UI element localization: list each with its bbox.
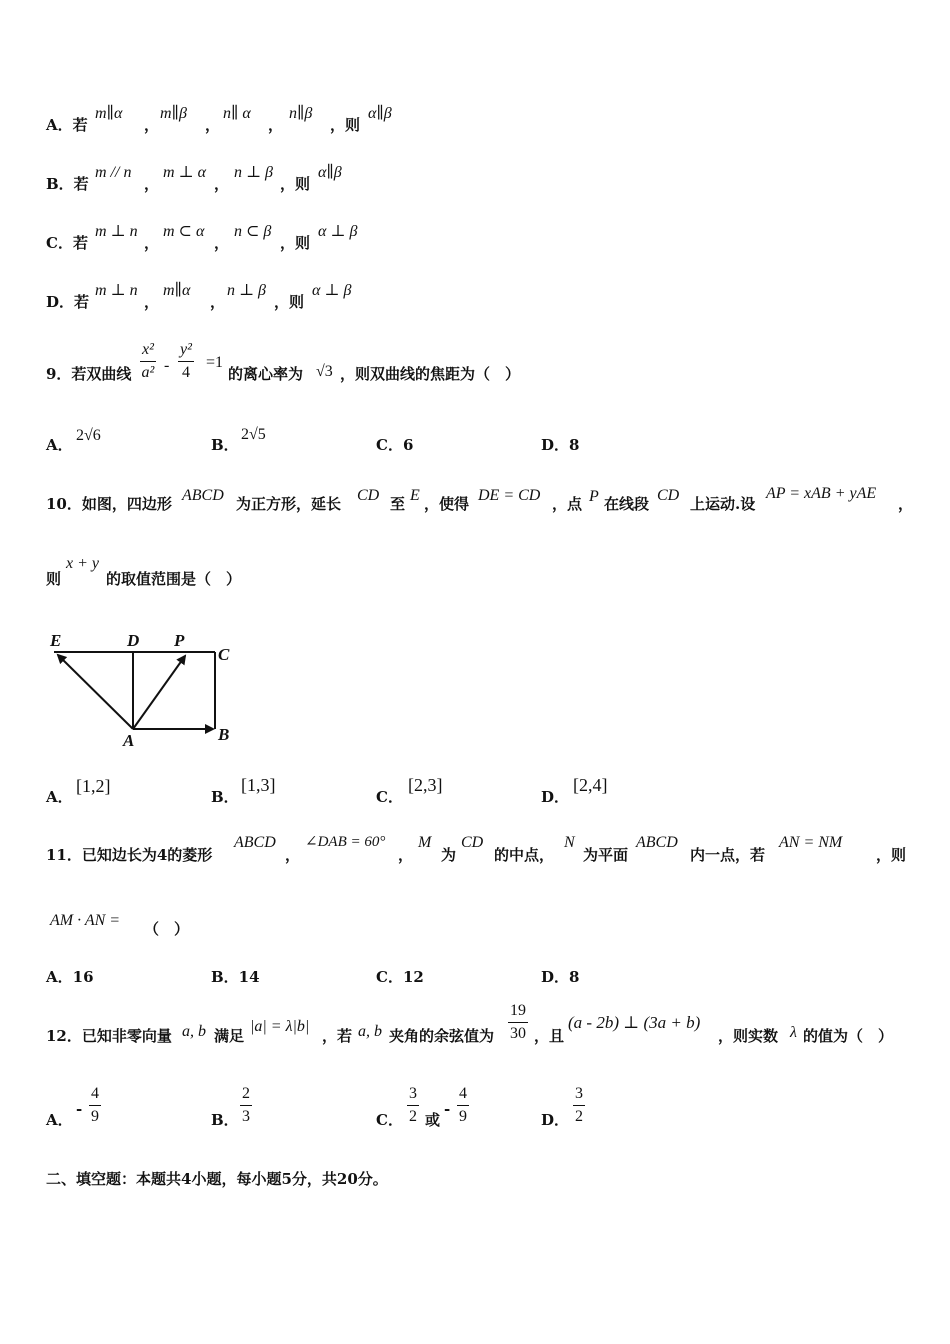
numerator: 4: [459, 1085, 467, 1102]
math: m∥α: [163, 282, 191, 299]
math: DE = CD: [478, 487, 541, 504]
math: E: [410, 487, 420, 504]
text: （ ）: [144, 920, 190, 938]
option-label: C．: [376, 788, 403, 806]
math: α∥β: [318, 164, 342, 181]
text: 为正方形，延长: [236, 495, 342, 513]
denominator: 4: [181, 364, 190, 381]
option-label: A．16: [46, 968, 94, 986]
option-value: 2√5: [241, 426, 266, 443]
square-vector-figure: [40, 625, 240, 750]
math: P: [589, 488, 599, 505]
option-label: A．: [46, 1111, 73, 1129]
option-value: [1,3]: [241, 775, 276, 795]
denominator: 2: [575, 1108, 583, 1125]
math: n∥β: [289, 105, 313, 122]
text: 的值为（ ）: [803, 1027, 894, 1045]
numerator: 3: [409, 1085, 417, 1102]
text: 满足: [214, 1027, 245, 1045]
option-label: C．12: [376, 968, 424, 986]
label-A: A: [123, 731, 135, 750]
text: 的中点，: [494, 846, 555, 864]
then-text: ，则: [330, 116, 361, 134]
text: 至: [390, 495, 406, 513]
comma: ，: [214, 175, 230, 193]
text: 上运动.设: [690, 495, 756, 513]
text: ，则实数: [718, 1027, 779, 1045]
text: 11．已知边长为4的菱形: [46, 846, 213, 864]
q9-prefix: 9．若双曲线: [46, 365, 132, 383]
fraction: [407, 1086, 419, 1125]
option-label: D．8: [541, 968, 580, 986]
denominator: a²: [141, 364, 155, 381]
label-C: C: [218, 645, 230, 664]
math: n∥ α: [223, 105, 251, 122]
numerator: 3: [575, 1085, 583, 1102]
option-label: C．若: [46, 234, 88, 252]
q9-mid: 的离心率为: [228, 365, 304, 383]
option-label: D．: [541, 788, 570, 806]
math: a, b: [182, 1023, 206, 1040]
math: CD: [657, 487, 680, 504]
numerator: x²: [142, 341, 154, 358]
math: m∥β: [160, 105, 187, 122]
fraction-19-30: [508, 1003, 528, 1042]
option-label: B．: [211, 788, 239, 806]
text: 则: [46, 570, 62, 588]
comma: ，: [144, 293, 160, 311]
denominator: 9: [459, 1108, 467, 1125]
text: 为: [441, 846, 457, 864]
math: λ: [790, 1024, 797, 1041]
option-label: B．14: [211, 968, 260, 986]
text: ，且: [534, 1027, 565, 1045]
text: ，点: [552, 495, 583, 513]
math: (a - 2b) ⊥ (3a + b): [568, 1013, 701, 1032]
math: m // n: [95, 164, 132, 181]
option-label: D．: [541, 1111, 570, 1129]
fraction: [89, 1086, 101, 1125]
or-text: 或: [425, 1111, 441, 1129]
then-text: ，则: [280, 234, 311, 252]
label-B: B: [218, 725, 230, 744]
fraction: [573, 1086, 585, 1125]
denominator: 2: [409, 1108, 417, 1125]
math: α ⊥ β: [312, 282, 352, 299]
text: 为平面: [583, 846, 629, 864]
denominator: 30: [510, 1025, 526, 1042]
text: 夹角的余弦值为: [389, 1027, 495, 1045]
option-label: A．: [46, 436, 73, 454]
comma: ，: [144, 175, 160, 193]
numerator: 4: [91, 1085, 99, 1102]
minus-sign: -: [444, 1100, 451, 1118]
math: a, b: [358, 1023, 382, 1040]
math: CD: [357, 487, 380, 504]
option-label: B．: [211, 436, 239, 454]
numerator: 2: [242, 1085, 250, 1102]
math: x + y: [66, 555, 99, 572]
option-label: C．6: [376, 436, 414, 454]
math: ∠DAB = 60°: [305, 834, 386, 850]
math: |a| = λ|b|: [250, 1018, 310, 1035]
comma: ，: [144, 116, 160, 134]
option-label: B．: [211, 1111, 239, 1129]
text: ，使得: [424, 495, 470, 513]
math: m∥α: [95, 105, 123, 122]
label-D: D: [127, 631, 140, 650]
minus-sign: -: [164, 357, 170, 374]
equals-one: =1: [206, 354, 224, 371]
math: AP = xAB + yAE: [766, 485, 877, 502]
math: m ⊥ α: [163, 164, 206, 181]
text: 内一点，若: [690, 846, 766, 864]
text: 12．已知非零向量: [46, 1027, 172, 1045]
option-label: A．: [46, 788, 73, 806]
math: α∥β: [368, 105, 392, 122]
label-E: E: [50, 631, 62, 650]
math: m ⊥ n: [95, 282, 138, 299]
math: AM · AN =: [50, 912, 121, 929]
math: N: [564, 834, 575, 851]
text: 10．如图，四边形: [46, 495, 172, 513]
option-value: [1,2]: [76, 776, 111, 796]
then-text: ，则: [280, 175, 311, 193]
option-value: [2,4]: [573, 775, 608, 795]
math: n ⊂ β: [234, 223, 272, 240]
minus-sign: -: [76, 1100, 83, 1118]
math: n ⊥ β: [227, 282, 267, 299]
text: ，则: [876, 846, 907, 864]
math: ABCD: [182, 487, 224, 504]
math: AN = NM: [779, 834, 843, 851]
math: n ⊥ β: [234, 164, 274, 181]
math: α ⊥ β: [318, 223, 358, 240]
option-label: B．若: [46, 175, 89, 193]
option-label: C．: [376, 1111, 403, 1129]
text: ，: [285, 846, 301, 864]
vector-AP: [133, 656, 185, 729]
option-label: D．8: [541, 436, 580, 454]
text: 的取值范围是（ ）: [106, 570, 242, 588]
comma: ，: [205, 116, 221, 134]
comma: ，: [268, 116, 284, 134]
vector-AE: [58, 655, 133, 729]
comma: ，: [144, 234, 160, 252]
math: m ⊥ n: [95, 223, 138, 240]
fraction-x2-a2: [140, 342, 156, 381]
denominator: 3: [242, 1108, 250, 1125]
numerator: 19: [510, 1002, 526, 1019]
math: ABCD: [234, 834, 276, 851]
section-2-heading: 二、填空题：本题共4小题，每小题5分，共20分。: [46, 1170, 388, 1188]
fraction: [457, 1086, 469, 1125]
comma: ，: [214, 234, 230, 252]
option-value: [2,3]: [408, 775, 443, 795]
option-value: 2√6: [76, 427, 101, 444]
math: CD: [461, 834, 484, 851]
label-P: P: [174, 631, 185, 650]
option-label: D．若: [46, 293, 90, 311]
comma: ，: [210, 293, 226, 311]
text: ，: [898, 495, 914, 513]
denominator: 9: [91, 1108, 99, 1125]
text: ，: [398, 846, 414, 864]
math: m ⊂ α: [163, 223, 205, 240]
text: 在线段: [604, 495, 650, 513]
fraction: [240, 1086, 252, 1125]
text: ，若: [322, 1027, 353, 1045]
math: M: [418, 834, 432, 851]
option-label: A．若: [46, 116, 88, 134]
sqrt-3: √3: [316, 363, 333, 380]
then-text: ，则: [274, 293, 305, 311]
fraction-y2-4: [178, 342, 194, 381]
numerator: y²: [180, 341, 192, 358]
math: ABCD: [636, 834, 678, 851]
q9-suffix: ，则双曲线的焦距为（ ）: [340, 365, 521, 383]
